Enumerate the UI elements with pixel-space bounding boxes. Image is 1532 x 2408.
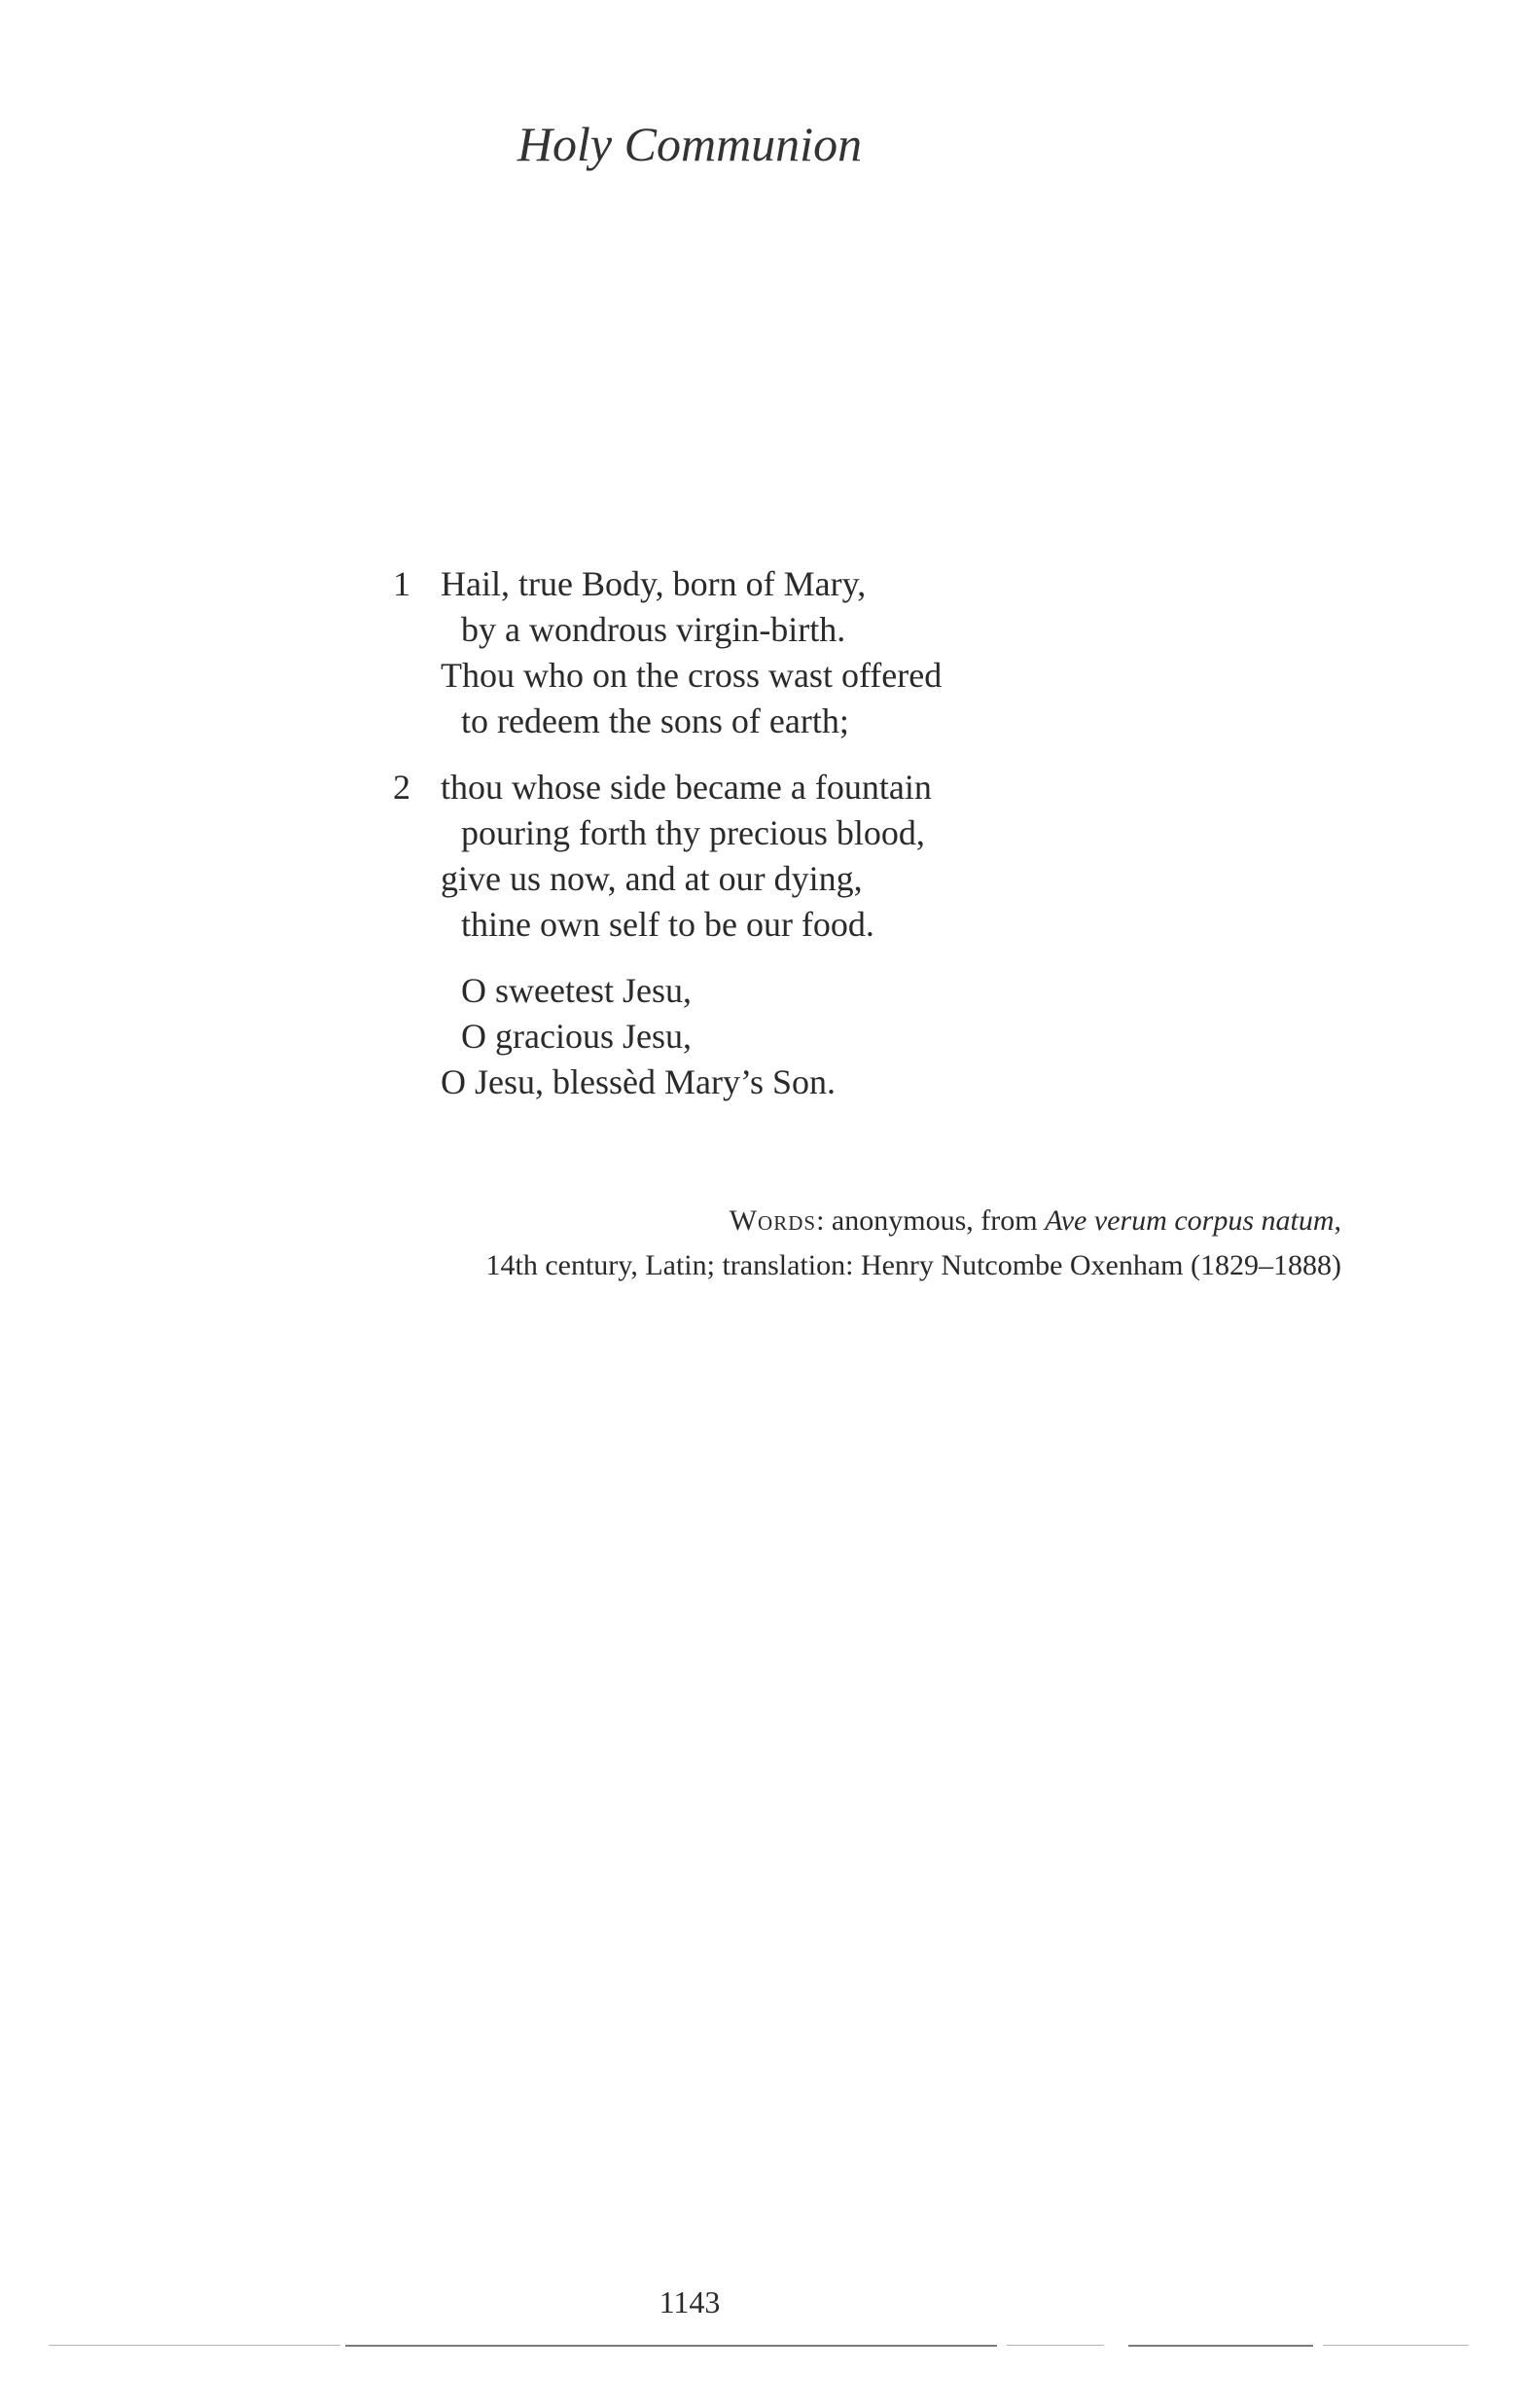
- footer-rule: [49, 2345, 340, 2346]
- credit-source-title: Ave verum corpus natum: [1045, 1204, 1335, 1237]
- footer-rule: [1128, 2345, 1313, 2347]
- page-number: 1143: [659, 2284, 721, 2319]
- footer-rule: [1007, 2345, 1104, 2346]
- refrain-line: O gracious Jesu,: [461, 1017, 692, 1056]
- refrain-line: O sweetest Jesu,: [461, 971, 692, 1010]
- credit-line-2: 14th century, Latin; translation: Henry Nutcombe Oxenham (1829–1888): [485, 1249, 1341, 1281]
- verse-line: pouring forth thy precious blood,: [461, 813, 925, 852]
- verse-line: to redeem the sons of earth;: [461, 701, 849, 740]
- credit-text: : anonymous, from: [816, 1204, 1046, 1237]
- footer-rule: [345, 2345, 997, 2347]
- hymn-text: [0, 553, 1532, 1117]
- verse-line: Hail, true Body, born of Mary,: [441, 564, 867, 603]
- credit-punctuation: ,: [1334, 1204, 1341, 1237]
- credit-label: Words: [729, 1204, 817, 1237]
- verse-line: thine own self to be our food.: [461, 905, 874, 944]
- verse-line: by a wondrous virgin-birth.: [461, 610, 846, 649]
- verse-line: Thou who on the cross wast offered: [441, 656, 943, 695]
- page-title: Holy Communion: [517, 117, 863, 171]
- verse-number: 1: [393, 564, 410, 603]
- words-credit: [0, 1203, 1532, 1300]
- verse-number: 2: [393, 768, 410, 807]
- verse-line: give us now, and at our dying,: [441, 859, 863, 898]
- verse-line: thou whose side became a fountain: [441, 768, 932, 807]
- footer-rule: [1323, 2345, 1469, 2346]
- credit-line-1: [730, 1203, 1341, 1240]
- refrain-line: O Jesu, blessèd Mary’s Son.: [441, 1062, 836, 1101]
